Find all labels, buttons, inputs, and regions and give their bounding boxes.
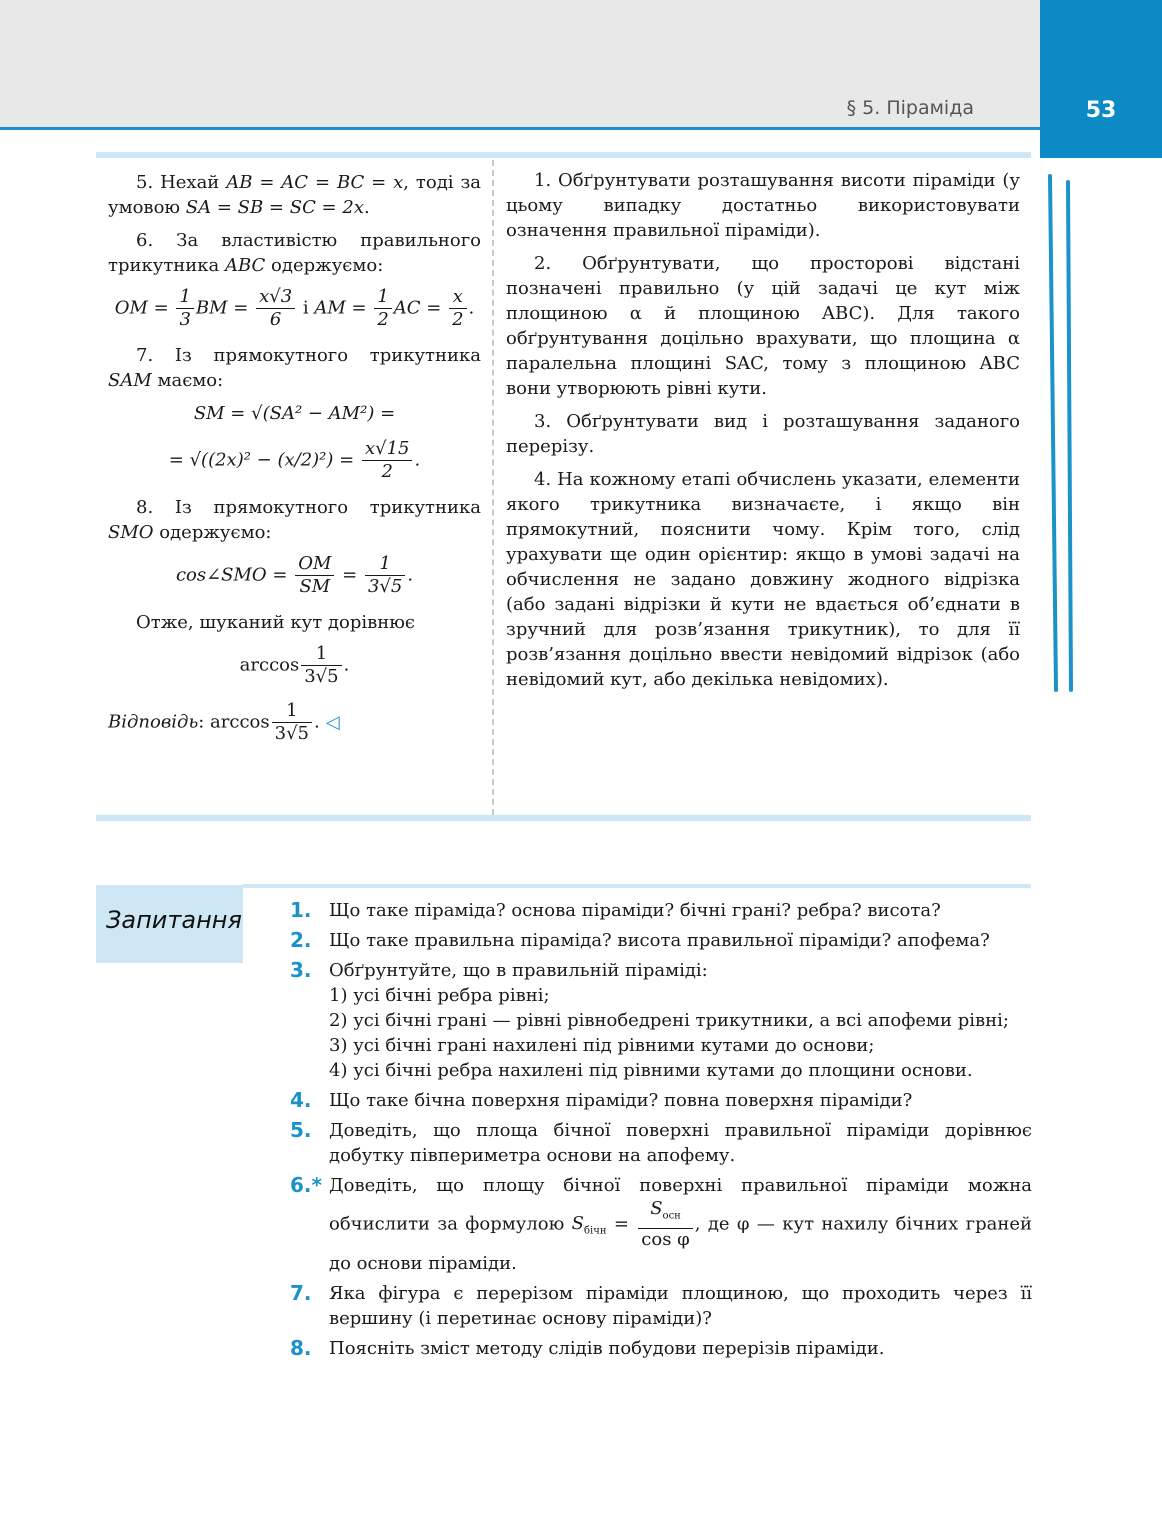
end-of-solution-icon: ◁ [325, 711, 340, 733]
box-bottom-rule [96, 815, 1031, 821]
box-top-rule [96, 152, 1031, 158]
question-3: 3. Обґрунтуйте, що в правильній піраміді: 1) усі бічні ребра рівні; 2) усі бічні грані — рівні рівнобедрені трикутники, а всі апофеми рівні; 3) усі бічні грані нахилені під рівними кутами до основи; 4) усі бічні ребра нахилені під рівними кутами до площини основи. [290, 958, 1032, 1083]
page-number-tab [1040, 0, 1162, 158]
decorative-lines-icon [1040, 160, 1162, 720]
question-5: 5. Доведіть, що площа бічної поверхні правильної піраміди дорівнює добутку півпериметра основи на апофему. [290, 1118, 1032, 1166]
questions-list [290, 898, 1032, 1366]
formula-sm-2: = √((2x)² − (x/2)²) = $\frac{x√15}{2}$ . [168, 438, 421, 482]
column-divider [492, 160, 494, 815]
page-number: 53 [1085, 98, 1117, 123]
step-6: 6. За властивістю правильного трикутника ABC одержуємо: [108, 230, 481, 276]
questions-label: Запитання [106, 906, 242, 934]
question-3-item-1: 1) усі бічні ребра рівні; [329, 985, 550, 1006]
step-7: 7. Із прямокутного трикутника SAM маємо: [108, 345, 481, 391]
solution-column [108, 170, 481, 753]
step-5: 5. Нехай AB = AC = BC = x, тоді за умовою SA = SB = SC = 2x. [108, 172, 481, 218]
formula-om-am: OM = $\frac{1}{3}$ BM = $\frac{x√3}{6}$ і AM = $\frac{1}{2}$ AC = $\frac{x}{2}$ . [114, 286, 475, 330]
conclusion: Отже, шуканий кут дорівнює [136, 612, 415, 633]
question-3-item-2: 2) усі бічні грані — рівні рівнобедрені трикутники, а всі апофеми рівні; [329, 1010, 1009, 1031]
note-1: 1. Обґрунтувати розташування висоти піраміди (у цьому випадку достатньо використовувати означення правильної піраміди). [506, 170, 1020, 241]
step-8: 8. Із прямокутного трикутника SMO одержуємо: [108, 497, 481, 543]
question-3-item-3: 3) усі бічні грані нахилені під рівними кутами до основи; [329, 1035, 875, 1056]
question-4: 4. Що таке бічна поверхня піраміди? повна поверхня піраміди? [290, 1088, 913, 1112]
question-6: 6.* Доведіть, що площу бічної поверхні правильної піраміди можна обчислити за формулою $S_{бічн}$ = $\frac{S_{осн}}{\text{cos φ}}$ , де φ — кут нахилу бічних граней до основи піраміди. [290, 1173, 1032, 1274]
formula-sm-1: SM = √(SA² − AM²) = [193, 403, 396, 424]
formula-arccos: arccos $\frac{1}{3√5}$ . [239, 643, 350, 687]
formula-cos: cos∠SMO = $\frac{OM}{SM}$ = $\frac{1}{3√5}$ . [175, 553, 414, 597]
question-3-subitems [329, 983, 1032, 1083]
note-2: 2. Обґрунтувати, що просторові відстані позначені правильно (у цій задачі це кут між площиною α й площиною ABC). Для такого обґрунтування доцільно врахувати, що площина α паралельна площині SAC, тому з площиною ABC вони утворюють рівні кути. [506, 253, 1020, 399]
question-8: 8. Поясніть зміст методу слідів побудови перерізів піраміди. [290, 1335, 885, 1360]
notes-column [506, 168, 1020, 700]
question-2: 2. Що таке правильна піраміда? висота правильної піраміди? апофема? [290, 928, 990, 952]
question-1: 1. Що таке піраміда? основа піраміди? бічні грані? ребра? висота? [290, 898, 941, 922]
running-head: § 5. Піраміда [846, 97, 974, 119]
questions-top-rule [243, 884, 1031, 888]
question-3-item-4: 4) усі бічні ребра нахилені під рівними кутами до площини основи. [329, 1060, 973, 1081]
question-7: 7. Яка фігура є перерізом піраміди площиною, що проходить через її вершину (і перетинає основу піраміди)? [290, 1280, 1032, 1329]
answer: Відповідь: arccos $\frac{1}{3√5}$ . ◁ [108, 700, 340, 744]
note-3: 3. Обґрунтувати вид і розташування заданого перерізу. [506, 411, 1020, 457]
header-rule [0, 127, 1040, 130]
note-4: 4. На кожному етапі обчислень указати, елементи якого трикутника визначаєте, і якщо він прямокутний, пояснити чому. Крім того, слід урахувати ще один орієнтир: якщо в умові задачі на обчислення не задано довжину жодного відрізка (або задані відрізки й кути не вдається об’єднати в зручний для розв’язання трикутник), то для її розв’язання доцільно ввести невідомий відрізок (або невідомий кут, або декілька невідомих). [506, 469, 1020, 690]
